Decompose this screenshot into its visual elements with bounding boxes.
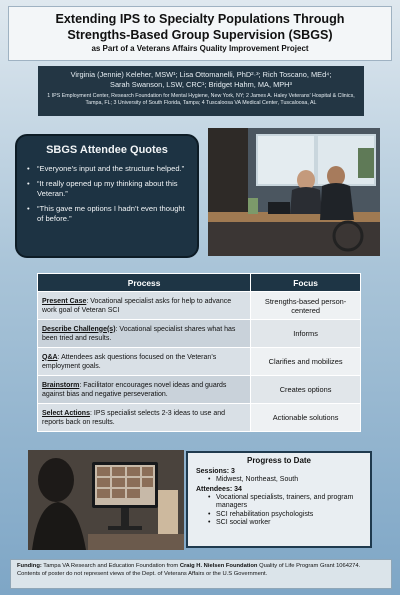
- progress-heading: Progress to Date: [246, 456, 312, 465]
- list-item: • SCI social worker: [208, 519, 362, 528]
- poster-title: [9, 11, 391, 43]
- title-line-2: Strengths-Based Group Supervision (SBGS): [67, 28, 333, 42]
- process-term: Describe Challenge(s): [42, 325, 116, 333]
- quote-item: • “This gave me options I hadn’t even thought of before.”: [27, 204, 187, 224]
- process-desc: : Vocational specialist shares what has been tried and results.: [42, 325, 236, 342]
- table-row: [38, 348, 361, 376]
- quote-item: • “Everyone’s input and the structure helped.”: [27, 164, 187, 174]
- focus-cell: Clarifies and mobilizes: [251, 348, 361, 376]
- table-row: [38, 292, 361, 320]
- attendees-label: Attendees: 34: [196, 485, 242, 493]
- sessions-label: Sessions: 3: [196, 468, 235, 475]
- affiliations: 1 IPS Employment Center, Research Foundation for Mental Hygiene, New York, NY; 2 James A. Haley Veterans’ Hospital & Clinics, Tampa, FL; 3 University of South Florida, Tampa; 4 Tuscaloosa VA Medical Center, Tuscaloosa, AL: [47, 93, 355, 106]
- process-desc: : Vocational specialist asks for help to advance work goal of Veteran SCI: [42, 297, 232, 314]
- header-focus: Focus: [251, 274, 361, 292]
- process-cell: [38, 376, 251, 404]
- sessions-list: [208, 476, 362, 485]
- meeting-photo-illustration: [208, 128, 380, 256]
- table-row: [38, 320, 361, 348]
- poster-title-box: [8, 6, 392, 61]
- list-item: • Vocational specialists, trainers, and program managers: [208, 494, 362, 511]
- process-term: Select Actions: [42, 409, 90, 417]
- quotes-heading: SBGS Attendee Quotes: [46, 144, 168, 156]
- header-process: Process: [38, 274, 251, 292]
- list-item: • SCI rehabilitation psychologists: [208, 511, 362, 520]
- author-line-1: Virginia (Jennie) Keleher, MSW¹; Lisa Ottomanelli, PhD²·³; Rich Toscano, MEd⁴;: [70, 70, 332, 79]
- process-desc: : Facilitator encourages novel ideas and guards against bias and negative perseveration.: [42, 381, 227, 398]
- author-line-2: Sarah Swanson, LSW, CRC¹; Bridget Hahm, MA, MPH³: [110, 80, 292, 89]
- funding-org: Craig H. Nielsen Foundation: [179, 563, 258, 569]
- process-cell: [38, 292, 251, 320]
- title-line-1: Extending IPS to Specialty Populations Through: [55, 12, 345, 26]
- quotes-box: [15, 134, 199, 258]
- quotes-list: [27, 164, 187, 224]
- focus-cell: Actionable solutions: [251, 404, 361, 432]
- process-term: Present Case: [42, 297, 87, 305]
- meeting-photo: [208, 128, 380, 256]
- process-term: Brainstorm: [42, 381, 80, 389]
- poster-subtitle: as Part of a Veterans Affairs Quality Improvement Project: [91, 44, 309, 53]
- table-row: [38, 376, 361, 404]
- video-call-illustration: [28, 450, 184, 550]
- process-cell: [38, 404, 251, 432]
- author-names: [38, 70, 364, 90]
- funding-text-1: Tampa VA Research and Education Foundation from: [41, 563, 180, 569]
- process-cell: [38, 320, 251, 348]
- video-call-photo: [28, 450, 184, 550]
- list-item: • Midwest, Northeast, South: [208, 476, 362, 485]
- process-term: Q&A: [42, 353, 58, 361]
- table-row: [38, 404, 361, 432]
- focus-cell: Informs: [251, 320, 361, 348]
- focus-cell: Creates options: [251, 376, 361, 404]
- process-desc: : Attendees ask questions focused on the Veteran’s employment goals.: [42, 353, 217, 370]
- quote-item: • “It really opened up my thinking about this Veteran.”: [27, 179, 187, 199]
- focus-cell: Strengths-based person-centered: [251, 292, 361, 320]
- attendees-list: [208, 494, 362, 528]
- process-table: [37, 273, 361, 432]
- funding-label: Funding:: [17, 563, 42, 569]
- process-cell: [38, 348, 251, 376]
- authors-box: [38, 66, 364, 116]
- funding-note: [10, 559, 392, 589]
- progress-box: [186, 451, 372, 548]
- funding-text-2: Quality of Life Program Grant 1064274. Contents of poster do not represent views of the Dept. of Veterans Affairs or the U.S Government.: [17, 563, 361, 577]
- process-desc: : IPS specialist selects 2-3 ideas to use and reports back on results.: [42, 409, 226, 426]
